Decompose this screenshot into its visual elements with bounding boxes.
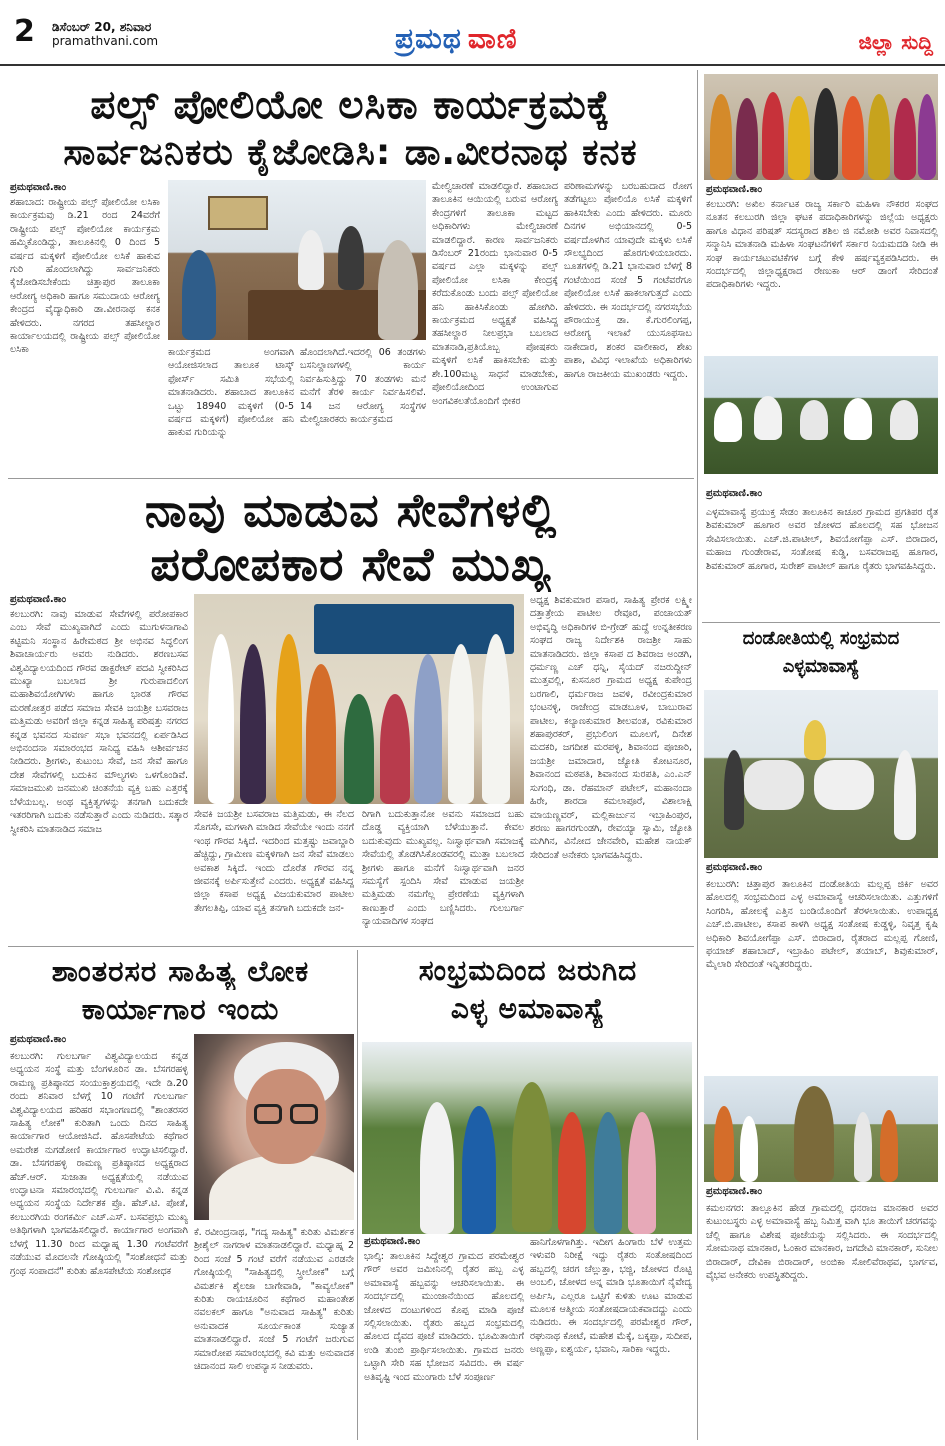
newspaper-logo <box>395 22 518 56</box>
story1-byline: ಪ್ರಮಥವಾಣಿ.ಕಾಂ <box>10 182 67 193</box>
person <box>788 96 810 180</box>
right-brief2-text: ಎಳ್ಳಮಾವಾಸ್ಯೆ ಪ್ರಯುಕ್ತ ಸೇಡಂ ತಾಲೂಕಿನ ಕಾಚೂರ ಗ್ರಾಮದ ಪ್ರಗತಿಪರ ರೈತ ಶಿವಕುಮಾರ್ ಹೂಗಾರ ಅವರ ಜೋಳದ ಹೊಲದಲ್ಲಿ ಸಹ ಭೋಜನ ಸೇವಿಸಲಾಯಿತು. ಎಚ್.ಜಿ.ಪಾಟೀಲ್, ಶಿವಯೋಗೆಪ್ಪಾ ಎಸ್. ಬಿರಾದಾರ, ಮಹಾಜ ಗುಂಡೇರಾವ, ಸಂತೋಷ ಕುಡ್ಡಿ, ಬಸವರಾಜಪ್ಪ ಹೂಗಾರ, ಶಿವಕುಮಾರ್ ಹೂಗಾರ, ಸುರೇಶ್ ಪಾಟೀಲ್ ಹಾಗೂ ರೈತರು ಭಾಗವಹಿಸಿದ್ದರು. <box>706 507 938 572</box>
story2-headline-line2: ಪರೋಪಕಾರ ಸೇವೆ ಮುಖ್ಯ <box>150 537 552 591</box>
story1-headline-line1: ಪಲ್ಸ್ ಪೋಲಿಯೋ ಲಸಿಕಾ ಕಾರ್ಯಕ್ರಮಕ್ಕೆ <box>90 83 611 128</box>
right-box-headline-line2: ಎಳ್ಳಮಾವಾಸ್ಯೆ <box>782 656 860 677</box>
portrait-glasses <box>290 1104 318 1124</box>
crop-stack <box>794 1086 834 1182</box>
story2-photo-felicitation <box>194 594 524 804</box>
story1-column-5: ಪರಿಣಾಮಗಳನ್ನು ಬರಬಹುದಾದ ರೋಗ ತಡೆಗಟ್ಟಲು ಪೋಲಿಯೊ ಲಸಿಕೆ ಮಕ್ಕಳಿಗೆ ಹಾಕಿಸಬೇಕು ಎಂದು ಹೇಳಿದರು. ಮೂರು ದಿನಗಳ ಅಭಿಯಾನದಲ್ಲಿ 0-5 ವರ್ಷದೊಳಗಿನ ಯಾವುದೇ ಮಕ್ಕಳು ಲಸಿಕೆ ಸೌಲಭ್ಯದಿಂದ ಹೊರಗುಳಿಯಬಾರದು. ಬೂತಗಳಲ್ಲಿ ಡಿ.21 ಭಾನುವಾರ ಬೆಳಗ್ಗೆ 8 ಗಂಟೆಯಿಂದ ಸಂಜೆ 5 ಗಂಟೆವರೆಗೂ ಪೋಲಿಯೋ ಲಸಿಕೆ ಹಾಕಲಾಗುತ್ತದೆ ಎಂದು ಹೇಳಿದರು. ಈ ಸಂದರ್ಭದಲ್ಲಿ ನಗರಸಭೆಯ ಪೌರಾಯುಕ್ತ ಡಾ. ಕೆ.ಗುರಲಿಂಗಪ್ಪ, ಆರೋಗ್ಯ ಇಲಾಖೆ ಯುಸೂಫಸಾಬ ನಾಕೇದಾರ, ಶಂಕರ ವಾಲೀಕಾರ, ಶೇಖ ಪಾಶಾ, ವಿವಿಧ ಇಲಾಖೆಯ ಅಧಿಕಾರಿಗಳು ಹಾಗೂ ರಾಜಕೀಯ ಮುಖಂಡರು ಇದ್ದರು. <box>564 181 692 380</box>
story3-column-2: ಕೆ. ರವೀಂದ್ರನಾಥ, "ಗದ್ಯ ಸಾಹಿತ್ಯ" ಕುರಿತು ವಿಮರ್ಶಕ ಶ್ರೀಶೈಲ್ ನಾಗರಾಳ ಮಾತನಾಡಲಿದ್ದಾರೆ. ಮಧ್ಯಾಹ್ನ 2 ರಿಂದ ಸಂಜೆ 5 ಗಂಟೆ ವರೆಗೆ ನಡೆಯುವ ಎರಡನೇ ಗೋಷ್ಠಿಯಲ್ಲಿ "ಸಾಹಿತ್ಯದಲ್ಲಿ ಸ್ತ್ರೀಲೋಕ" ಬಗ್ಗೆ ವಿಮರ್ಶಕಿ ಶೈಲಜಾ ಬಾಗೇವಾಡಿ, "ಕಾವ್ಯಲೋಕ" ಕುರಿತು ರಾಯಚೂರಿನ ಕಥೆಗಾರ ಮಹಾಂತೇಶ ನವಲಕಲ್ ಹಾಗೂ "ಅನುವಾದ ಸಾಹಿತ್ಯ" ಕುರಿತು ಅನುವಾದಕ ಸೂರ್ಯಕಾಂತ ಸುಜ್ಯಾತ ಮಾತನಾಡಲಿದ್ದಾರೆ. ಸಂಜೆ 5 ಗಂಟೆಗೆ ಜರುಗುವ ಸಮಾರೋಪ ಸಮಾರಂಭದಲ್ಲಿ ಕವಿ ಮತ್ತು ಅನುವಾದಕ ಚಿದಾನಂದ ಸಾಲಿ ಉಪನ್ಯಾಸ ನೀಡುವರು. <box>194 1227 354 1373</box>
story3-headline-line1: ಶಾಂತರಸರ ಸಾಹಿತ್ಯ ಲೋಕ <box>51 954 310 988</box>
person <box>448 644 474 804</box>
column-divider <box>357 950 358 1440</box>
ox <box>744 760 804 810</box>
person <box>854 1112 872 1182</box>
right-brief3-byline: ಪ್ರಮಥವಾಣಿ.ಕಾಂ <box>706 862 763 873</box>
story-divider <box>8 478 694 479</box>
story3-column-1: ಕಲಬುರಗಿ: ಗುಲಬರ್ಗಾ ವಿಶ್ವವಿದ್ಯಾಲಯದ ಕನ್ನಡ ಅಧ್ಯಯನ ಸಂಸ್ಥೆ ಮತ್ತು ಬೆಂಗಳೂರಿನ ಡಾ. ಬೆಸಗರಹಳ್ಳಿ ರಾಮಣ್ಣ ಪ್ರತಿಷ್ಠಾನದ ಸಂಯುಕ್ತಾಶ್ರಯದಲ್ಲಿ ಇದೇ ಡಿ.20 ರಂದು ಶನಿವಾರ ಬೆಳಗ್ಗೆ 10 ಗಂಟೆಗೆ ಗುಲಬರ್ಗಾ ವಿಶ್ವವಿದ್ಯಾಲಯದ ಹರಿಹರ ಸಭಾಂಗಣದಲ್ಲಿ "ಶಾಂತರಸರ ಸಾಹಿತ್ಯ ಲೋಕ" ಕುರಿತಾಗಿ ಒಂದು ದಿನದ ಸಾಹಿತ್ಯ ಕಾರ್ಯಾಗಾರ ಆಯೋಜಿಸಿದೆ. ಹೊಸಪೇಟೆಯ ಕಥೆಗಾರ ಅಮರೇಶ ನುಗಡೋಣಿ ಕಾರ್ಯಾಗಾರ ಉದ್ಘಾಟಿಸಲಿದ್ದಾರೆ. ಡಾ. ಬೆಸಗರಹಳ್ಳಿ ರಾಮಣ್ಣ ಪ್ರತಿಷ್ಠಾನದ ಅಧ್ಯಕ್ಷರಾದ ಹೆಚ್.ಆರ್. ಸುಜಾತಾ ಅಧ್ಯಕ್ಷತೆಯಲ್ಲಿ ನಡೆಯುವ ಉದ್ಘಾಟನಾ ಸಮಾರಂಭದಲ್ಲಿ ಗುಲಬರ್ಗಾ ವಿ.ವಿ. ಕನ್ನಡ ಅಧ್ಯಯನ ಸಂಸ್ಥೆಯ ನಿರ್ದೇಶಕ ಪ್ರೊ. ಹೆಚ್.ಟಿ. ಪೋತೆ, ಕಲಬುರಗಿಯ ರಂಗಕರ್ಮಿ ಎಚ್.ಎಸ್. ಬಸವಪ್ರಭು ಮುಖ್ಯ ಅತಿಥಿಗಳಾಗಿ ಭಾಗವಹಿಸಲಿದ್ದಾರೆ. ಕಾರ್ಯಾಗಾರ ಅಂಗವಾಗಿ ಬೆಳಗ್ಗೆ 11.30 ರಿಂದ ಮಧ್ಯಾಹ್ನ 1.30 ಗಂಟೆವರೆಗೆ ನಡೆಯುವ ಮೊದಲನೇ ಗೋಷ್ಠಿಯಲ್ಲಿ "ಸಂಶೋಧನೆ ಮತ್ತು ಗ್ರಂಥ ಸಂಪಾದನೆ" ಕುರಿತು ಹೊಸಪೇಟೆಯ ಸಂಶೋಧಕ <box>10 1051 188 1277</box>
person <box>740 1116 758 1182</box>
dateline <box>52 20 158 48</box>
person <box>714 1106 734 1182</box>
story2-column-3: ರಿಗಾಗಿ ಬದುಕುತ್ತಾನೋ ಅವನು ಸಮಾಜದ ಬಹು ದೊಡ್ಡ ವ್ಯಕ್ತಿಯಾಗಿ ಬೆಳೆಯುತ್ತಾನೆ. ಕೇವಲ ಬದುಕುವುದು ಮುಖ್ಯವಲ್ಲ. ನಿಃಸ್ವಾರ್ಥವಾಗಿ ಸಮಾಜಕ್ಕೆ ಸೇವೆಯಲ್ಲಿ ತೊಡಗಿಸಿಕೊಂಡವರಲ್ಲಿ ಮುತ್ತಾ ಬಬಲಾದ ಶ್ರೀಗಳು ಹಾಗೂ ಮನೆಗೆ ನಿಃಸ್ವಾರ್ಥವಾಗಿ ಜನರ ಸಮಸ್ಯೆಗೆ ಸ್ಪಂದಿಸಿ ಸೇವೆ ಮಾಡುವ ಜಯಶ್ರೀ ಮತ್ತಿಮಡು ನಮಗೆಲ್ಲ ಪ್ರೇರಣೆಯ ವ್ಯಕ್ತಿಗಳಾಗಿ ಕಾಣುತ್ತಾರೆ ಎಂದು ಬಣ್ಣಿಸಿದರು. ಗುಲಬರ್ಗಾ ನ್ಯಾಯವಾದಿಗಳ ಸಂಘದ <box>362 809 524 928</box>
page-number: 2 <box>14 14 35 49</box>
person <box>306 664 336 804</box>
person <box>724 750 744 830</box>
right-brief3-text: ಕಲಬುರಗಿ: ಚಿತ್ತಾಪುರ ತಾಲೂಕಿನ ದಂಡೋತಿಯ ಮಲ್ಲಪ್ಪ ಜಿರ್ಕಿ ಅವರ ಹೊಲದಲ್ಲಿ ಸಂಭ್ರಮದಿಂದ ಎಳ್ಳ ಅಮಾವಾಸ್ಯೆ ಆಚರಿಸಲಾಯಿತು. ಎತ್ತುಗಳಿಗೆ ಸಿಂಗರಿಸಿ, ಹೋಲಕ್ಕೆ ಎತ್ತಿನ ಬಂಡಿಯೊಂದಿಗೆ ತೆರಳಲಾಯಿತು. ಉಪಾಧ್ಯಕ್ಷ ಎಚ್.ಬಿ.ಪಾಟೀಲ, ಕಸಾಪ ಕಾಳಗಿ ಅಧ್ಯಕ್ಷ ಸಂತೋಷ ಕುಡ್ಡಳ್ಳಿ, ನಿವೃತ್ತ ಕೃಷಿ ಅಧಿಕಾರಿ ಶಿವಯೋಗೆಪ್ಪಾ ಎಸ್. ಬಿರಾದಾರ, ರೈತರಾದ ಮಲ್ಲಪ್ಪ ಗೋಣಿ, ಫಯಾಜ್ ಶಹಾಬಾದ್, ಇಬ್ರಾಹಿಂ ಪಟೇಲ್, ತಯಾಬ್, ಶಿವುಕುಮಾರ್, ಮೈಲಾರಿ ಸೇರಿದಂತೆ ಇನ್ನಿತರರಿದ್ದರು. <box>706 879 938 971</box>
story2-column-1: ಕಲಬುರಗಿ: ನಾವು ಮಾಡುವ ಸೇವೆಗಳಲ್ಲಿ ಪರೋಪಕಾರ ಎಂಬ ಸೇವೆ ಮುಖ್ಯವಾಗಿದೆ ಎಂದು ಮುಗುಳನಾಗಾವಿ ಕಟ್ಟಿಮನಿ ಸಂಸ್ಥಾನ ಹಿರೇಮಠದ ಶ್ರೀ ಅಭಿನವ ಸಿದ್ಧಲಿಂಗ ಶಿವಾಚಾರ್ಯರು ಅವರು ನುಡಿದರು. ಶರಣಬಸವ ವಿಶ್ವವಿದ್ಯಾಲಯದಿಂದ ಗೌರವ ಡಾಕ್ಟರೇಟ್ ಪದವಿ ಸ್ವೀಕರಿಸಿದ ಮುಖ್ಯಾ ಬಬಲಾದ ಶ್ರೀ ಗುರುಪಾದಲಿಂಗ ಮಹಾಶಿವಯೋಗಿಗಳು ಹಾಗೂ ಭಾರತ ಗೌರವ ಮರಣೋತ್ತರ ಪಡೆದ ಸಮಾಜ ಸೇವಕಿ ಜಯಶ್ರೀ ಬಸವರಾಜ ಮತ್ತಿಮಡು ಅವರಿಗೆ ಜಿಲ್ಲಾ ಕನ್ನಡ ಸಾಹಿತ್ಯ ಪರಿಷತ್ತು ನಗರದ ಕನ್ನಡ ಭವನದ ಸುವರ್ಣ ಸಭಾ ಭವನದಲ್ಲಿ ಏರ್ಪಡಿಸಿದ ಅಭಿನಂದನಾ ಸಮಾರಂಭದ ಸಾನಿಧ್ಯ ವಹಿಸಿ ಆಶೀರ್ವಚನ ನೀಡಿದರು. ಶ್ರೀಗಳು, ಕುಟುಂಬ ಸೇವೆ, ಜನ ಸೇವೆ ಹಾಗೂ ದೇಶ ಸೇವೆಗಳಲ್ಲಿ ಬದುಕಿನ ಮೌಲ್ಯಗಳು ಒಳಗೊಂಡಿವೆ. ಸಮಾಜಮುಖಿ ಜನಮುಖಿ ಚಿಂತನೆಯ ವ್ಯಕ್ತಿ ಬಹು ಎತ್ತರಕ್ಕೆ ಬೆಳೆಯಬಲ್ಲ. ಅಂಥ ವ್ಯಕ್ತಿತ್ವಗಳನ್ನು ತನಗಾಗಿ ಬದುಕದೇ ಇತರರಿಗಾಗಿ ಬದುಕು ನಡೆಸುತ್ತಾರೆ ಎಂದು ನುಡಿದರು. ಸತ್ಕಾರ ಸ್ವೀಕರಿಸಿ ಮಾತನಾಡಿದ ಸಮಾಜ <box>10 609 188 835</box>
website-link[interactable]: pramathvani.com <box>52 34 159 48</box>
right-photo-oxen-cart <box>704 690 938 858</box>
right-brief1-byline: ಪ್ರಮಥವಾಣಿ.ಕಾಂ <box>706 184 763 195</box>
right-photo-felicitation <box>704 74 938 180</box>
story3-byline: ಪ್ರಮಥವಾಣಿ.ಕಾಂ <box>10 1034 67 1045</box>
logo-part-1: ಪ್ರಮಥ <box>395 22 462 55</box>
column-divider <box>697 70 698 1440</box>
story1-headline-line2: ಸಾರ್ವಜನಿಕರು ಕೈಜೋಡಿಸಿ: ಡಾ.ವೀರನಾಥ ಕನಕ <box>63 132 638 173</box>
right-box-headline-line1: ದಂಡೋತಿಯಲ್ಲಿ ಸಂಭ್ರಮದ <box>742 628 900 649</box>
person <box>894 750 916 840</box>
right-brief4-byline: ಪ್ರಮಥವಾಣಿ.ಕಾಂ <box>706 1186 763 1197</box>
masthead <box>0 0 945 64</box>
box-divider <box>702 622 940 623</box>
person <box>420 1102 454 1234</box>
story4-column-2: ಹಾನಿಗೊಳಗಾಗಿತ್ತು. ಇದೀಗ ಹಿಂಗಾರು ಬೆಳೆ ಉತ್ತಮ ಇಳುವರಿ ನಿರೀಕ್ಷೆ ಇದ್ದು ರೈತರು ಸಂತೋಷದಿಂದ ಹಬ್ಬದಲ್ಲಿ ಚರಗ ಚೆಲ್ಲುತ್ತಾ, ಭಜ್ಜಿ, ಜೋಳದ ರೊಟ್ಟಿ ಅಂಬಲಿ, ಚೋಳದ ಅನ್ನ ಮಾಡಿ ಭೂತಾಯಿಗೆ ನೈವೇದ್ಯ ಅರ್ಪಿಸಿ, ಎಲ್ಲರೂ ಒಟ್ಟಿಗೆ ಕುಳಿತು ಊಟ ಮಾಡುವ ಮೂಲಕ ಆತ್ಮೀಯ ಸಂತೋಷದಾಯಕವಾದದ್ದು ಎಂದು ನುಡಿದರು. ಈ ಸಂದರ್ಭದಲ್ಲಿ ಪರಮೇಶ್ವರ ಗೌರ್, ರಘುನಾಥ ಕೋಟೆ, ಮಹೇಶ ಮೆಕ್ಕೆ, ಬಕ್ಕಪ್ಪಾ, ಸುದೀಪ, ಅಣ್ಣಪ್ಪಾ, ಐಶ್ವರ್ಯ, ಭವಾನಿ, ಸಾರಿಕಾ ಇದ್ದರು. <box>530 1237 692 1356</box>
stage-banner <box>314 604 514 654</box>
story2-column-4: ಅಧ್ಯಕ್ಷ ಶಿವಕುಮಾರ ಪಸಾರ, ಸಾಹಿತ್ಯ ಪ್ರೇರಕ ಲಕ್ಷ್ಮೀ ದತ್ತಾತ್ರೇಯ ಪಾಟೀಲ ರೇವೂರ, ಪಂಚಾಯತ್ ಅಭಿವೃದ್ಧಿ ಅಧಿಕಾರಿಗಳ ಬಿ-ಗ್ರೇಡ್ ಹುದ್ದೆ ಉನ್ನತೀಕರಣ ಸಂಘದ ರಾಜ್ಯ ನಿರ್ದೇಶಕಿ ರಾಜಶ್ರೀ ಸಾಹು ಮಾತನಾಡಿದರು. ಜಿಲ್ಲಾ ಕಸಾಪ ದ ಶಿವರಾಜ ಅಂಡಗಿ, ಧರ್ಮಣ್ಣ ಎಚ್ ಧನ್ನಿ, ಸೈಯದ್ ನಜರುದ್ದೀನ್ ಮುತ್ತವಲ್ಲಿ, ಕುಸನೂರ ಗ್ರಾಮದ ಅಧ್ಯಕ್ಷ ಕುಪೇಂದ್ರ ಬರಗಾಲಿ, ಧರ್ಮರಾಜ ಜವಳಿ, ರವೀಂದ್ರಕುಮಾರ ಭಂಟನಳ್ಳಿ, ರಾಜೇಂದ್ರ ಮಾಡಬೂಳ, ಬಾಬುರಾವ ಪಾಟೀಲ, ಕಲ್ಯಾಣಕುಮಾರ ಶೀಲವಂತ, ರವಿಕುಮಾರ ಶಹಾಪುರಕರ್, ಪ್ರಭುಲಿಂಗ ಮೂಲಗೆ, ದಿನೇಶ ಮದಕರಿ, ಜಗದೀಶ ಮರಪಳ್ಳಿ, ಶಿವಾನಂದ ಪೂಜಾರಿ, ಜಯಶ್ರೀ ಜಮಾದಾರ, ಜ್ಯೋತಿ ಕೋಟನೂರ, ಶಿವಾನಂದ ಮಠಪತಿ, ಶಿವಾನಂದ ಸುರಪತಿ, ಎಂ.ಎನ್ ಸುಗಂಧಿ, ಡಾ. ರೆಹಮಾನ್ ಪಟೇಲ್, ಮಹಾನಂದಾ ಹಿರೇ, ಶಾರದಾ ಕಮಲಾಪೂರೆ, ವಿಶಾಲಾಕ್ಷಿ ಮಾಯಣ್ಣವರ್, ಮಲ್ಲಿಕಾರ್ಜುನ ಇಬ್ರಾಹಿಂಪುರ, ಶರಣು ಹಾಗರಗುಂಡಗಿ, ರೇವಯ್ಯಾ ಸ್ವಾಮಿ, ಜ್ಯೋತಿ ಮಗಿಗಿನ, ವಿನೋದ ಜೇನವೇರಿ, ಮಹೇಶ ನಾಯಕ್ ಸೇರಿದಂತೆ ಅನೇಕರು ಭಾಗವಹಿಸಿದ್ದರು. <box>530 595 692 861</box>
story1-column-3: ಹೊಂದಲಾಗಿದೆ.ಇದರಲ್ಲಿ 06 ತಂಡಗಳು ಬಸನಿಲ್ದಾಣಗಳಲ್ಲಿ ಕಾರ್ಯ ನಿರ್ವಹಿಸುತ್ತಿದ್ದು 70 ತಂಡಗಳು ಮನೆ ಮನೆಗೆ ತೆರಳಿ ಕಾರ್ಯ ನಿರ್ವಹಿಸಲಿವೆ. 14 ಜನ ಆರೋಗ್ಯ ಸಂಸ್ಥೆಗಳ ಮೇಲ್ವಿಚಾರಕರು ಕಾರ್ಯಕ್ರಮದ <box>300 347 426 426</box>
person <box>182 250 216 340</box>
logo-part-2: ವಾಣಿ <box>467 22 518 55</box>
issue-date: ಡಿಸೆಂಬರ್ 20, ಶನಿವಾರ <box>52 20 152 34</box>
person <box>736 98 758 180</box>
story1-column-2: ಕಾರ್ಯಕ್ರಮದ ಅಂಗವಾಗಿ ಆಯೋಜಿಸಲಾದ ತಾಲೂಕ ಟಾಸ್ಕ್ ಫೋರ್ಸ್ ಸಮಿತಿ ಸಭೆಯಲ್ಲಿ ಮಾತನಾಡಿದರು. ಶಹಾಬಾದ ತಾಲೂಕಿನ ಒಟ್ಟು 18940 ಮಕ್ಕಳಿಗೆ (0-5 ವರ್ಷದ ಮಕ್ಕಳಿಗೆ) ಪೋಲಿಯೋ ಹನಿ ಹಾಕುವ ಗುರಿಯನ್ನು <box>168 347 294 439</box>
person <box>842 96 864 180</box>
person <box>344 694 374 804</box>
person <box>338 226 364 290</box>
story4-headline-line1: ಸಂಭ್ರಮದಿಂದ ಜರುಗಿದ <box>418 954 638 987</box>
story4-column-1: ಭಾಲ್ಕಿ: ತಾಲೂಕಿನ ಸಿದ್ದೇಶ್ವರ ಗ್ರಾಮದ ಪರಮೇಶ್ವರ ಗೌರ್ ಅವರ ಜಮೀನಿನಲ್ಲಿ ರೈತರ ಹಬ್ಬ ಎಳ್ಳ ಅಮಾವಾಸ್ಯೆ ಹಬ್ಬವನ್ನು ಆಚರಿಸಲಾಯಿತು. ಈ ಸಂದರ್ಭದಲ್ಲಿ ಮುಂಜಾನೆಯಿಂದ ಹೊಲದಲ್ಲಿ ಜೋಳದ ದಂಟುಗಳಿಂದ ಕೊಪ್ಪ ಮಾಡಿ ಪೂಜೆ ಸಲ್ಲಿಸಲಾಯಿತು. ರೈತರು ಹಬ್ಬದ ಸಂಭ್ರಮದಲ್ಲಿ ಹೊಲದ ದೈವದ ಪೂಜೆ ಮಾಡಿದರು. ಭೂಮಿತಾಯಿಗೆ ಉಡಿ ತುಂಬಿ ಪ್ರಾರ್ಥಿಸಲಾಯಿತು. ಗ್ರಾಮದ ಜನರು ಒಟ್ಟಾಗಿ ಸೇರಿ ಸಹ ಭೋಜನ ಸವಿದರು. ಈ ವರ್ಷ ಅತಿವೃಷ್ಟಿ ಇಂದ ಮುಂಗಾರು ಬೆಳೆ ಸಂಪೂರ್ಣ <box>364 1251 524 1383</box>
wall-frame <box>208 196 268 230</box>
story1-column-1: ಶಹಾಬಾದ: ರಾಷ್ಟ್ರೀಯ ಪಲ್ಸ್ ಪೋಲಿಯೋ ಲಸಿಕಾ ಕಾರ್ಯಕ್ರಮವು ಡಿ.21 ರಂದ 24ವರೆಗೆ ರಾಷ್ಟ್ರೀಯ ಪಲ್ಸ್ ಪೋಲಿಯೋ ಕಾರ್ಯಕ್ರಮ ಹಮ್ಮಿಕೊಂಡಿದ್ದು, ತಾಲೂಕಿನಲ್ಲಿ 0 ದಿಂದ 5 ವರ್ಷದ ಮಕ್ಕಳಿಗೆ ಪೋಲಿಯೋ ಲಸಿಕೆ ಹಾಕುವ ಗುರಿ ಹೊಂದಲಾಗಿದ್ದು ಸಾರ್ವಜನಿಕರು ಕೈಜೋಡಿಸಬೇಕೆಂದು ಚಿತ್ತಾಪುರ ತಾಲೂಕಾ ಆರೋಗ್ಯ ಅಧಿಕಾರಿ ಹಾಗೂ ಸಮುದಾಯ ಆರೋಗ್ಯ ಕೇಂದ್ರದ ವೈದ್ಯಾಧಿಕಾರಿ ಡಾ.ವೀರನಾಥ ಕನಕ ಹೇಳಿದರು. ನಗರದ ತಹಸೀಲ್ದಾರ ಕಾರ್ಯಾಲಯದಲ್ಲಿ ರಾಷ್ಟ್ರೀಯ ಪಲ್ಸ್ ಪೋಲಿಯೋ ಲಸಿಕಾ <box>10 197 160 356</box>
person <box>844 398 872 440</box>
person <box>414 654 442 804</box>
right-photo-pooja <box>704 1076 938 1182</box>
story3-portrait-photo <box>194 1034 354 1220</box>
portrait-glasses <box>254 1104 282 1124</box>
person <box>276 634 302 804</box>
story1-photo-meeting <box>168 180 426 340</box>
person <box>594 1112 622 1234</box>
story4-byline: ಪ್ರಮಥವಾಣಿ.ಕಾಂ <box>364 1236 421 1247</box>
person <box>800 400 828 440</box>
right-brief2-byline: ಪ್ರಮಥವಾಣಿ.ಕಾಂ <box>706 488 763 499</box>
person <box>714 402 742 442</box>
story2-byline: ಪ್ರಮಥವಾಣಿ.ಕಾಂ <box>10 594 67 605</box>
story3-headline-line2: ಕಾರ್ಯಾಗಾರ ಇಂದು <box>81 992 280 1026</box>
person <box>868 94 890 180</box>
person <box>762 92 784 180</box>
person <box>240 644 266 804</box>
masthead-rule <box>0 64 945 66</box>
person <box>890 400 918 440</box>
person <box>804 720 826 760</box>
story4-headline-line2: ಎಳ್ಳ ಅಮಾವಾಸ್ಯೆ <box>450 992 606 1025</box>
person <box>628 1112 656 1234</box>
person <box>880 1110 898 1182</box>
person <box>754 396 782 440</box>
person <box>814 88 838 180</box>
person <box>558 1112 586 1234</box>
ox <box>814 760 874 810</box>
story1-column-4: ಮೇಲ್ವಿಚಾರಣೆ ಮಾಡಲಿದ್ದಾರೆ. ಶಹಾಬಾದ ತಾಲೂಕಿನ ಆಯಿಯಲ್ಲಿ ಬರುವ ಆರೋಗ್ಯ ಕೇಂದ್ರಗಳಿಗೆ ತಾಲೂಕಾ ಮಟ್ಟದ ಅಧಿಕಾರಿಗಳು ಮೇಲ್ವಿಚಾರಣೆ ಮಾಡಲಿದ್ದಾರೆ. ಕಾರಣ ಸಾರ್ವಜನಿಕರು ಡಿಸೆಂಬರ್ 21ರಂದು ಭಾನುವಾರ 0-5 ವರ್ಷದ ಎಲ್ಲಾ ಮಕ್ಕಳನ್ನು ಪಲ್ಸ್ ಪೋಲಿಯೋ ಲಸಿಕಾ ಕೇಂದ್ರಕ್ಕೆ ಕರೆದುಕೊಂಡು ಬಂದು ಪಲ್ಸ್ ಪೋಲಿಯೋ ಹನಿ ಹಾಕಿಸಿಕೊಂಡು ಹೋಗಿರಿ. ಕಾರ್ಯಕ್ರಮದ ಅಧ್ಯಕ್ಷತೆ ವಹಿಸಿದ್ದ ತಹಸೀಲ್ದಾರ ನೀಲಪ್ರಭಾ ಬಬಲಾದ ಮಾತನಾಡಿ,ಪ್ರತಿಯೊಬ್ಬ ಪೋಷಕರು ಮಕ್ಕಳಿಗೆ ಲಸಿಕೆ ಹಾಕಿಸಬೇಕು ಮತ್ತು ಶೇ.100ಮಟ್ಟ ಸಾಧನೆ ಮಾಡಬೇಕು, ಪೋಲಿಯೋದಿಂದ ಉಂಟಾಗುವ ಅಂಗವಿಕಲತೆಯೊಂದಿಗೆ ಭೀಕರ <box>432 181 558 407</box>
story2-column-2: ಸೇವಕಿ ಜಯಶ್ರೀ ಬಸವರಾಜ ಮತ್ತಿಮಡು, ಈ ನೆಲದ ಸೊಗಸೇ, ಮಗಳಾಗಿ ಮಾಡಿದ ಸೇವೆಯೇ ಇಂದು ನನಗೆ ಇಂಥ ಗೌರವ ಸಿಕ್ಕಿದೆ. ಇದರಿಂದ ಮತ್ತಷ್ಟು ಜವಾಬ್ದಾರಿ ಹೆಚ್ಚಿದ್ದು, ಗ್ರಾಮೀಣ ಮಕ್ಕಳಿಗಾಗಿ ಜನ ಸೇವೆ ಮಾಡಲು ಅವಕಾಶ ಸಿಕ್ಕಿದೆ. ಇಂದು ದೊರೆತ ಗೌರವ ನನ್ನ ಜೀವನಕ್ಕೆ ಅರ್ಪಿಸುತ್ತೇನೆ ಎಂದರು. ಅಧ್ಯಕ್ಷತೆ ವಹಿಸಿದ್ದ ಜಿಲ್ಲಾ ಕಸಾಪ ಅಧ್ಯಕ್ಷ ವಿಜಯಕುಮಾರ ಪಾಟೀಲ ತೇಗಲತಿಪ್ಪಿ, ಯಾವ ವ್ಯಕ್ತಿ ತನಗಾಗಿ ಬದುಕದೇ ಜನ- <box>194 809 354 914</box>
person <box>462 1106 496 1234</box>
person <box>378 240 418 340</box>
person <box>380 694 410 804</box>
person <box>512 1082 552 1232</box>
story2-headline-line1: ನಾವು ಮಾಡುವ ಸೇವೆಗಳಲ್ಲಿ <box>144 483 558 537</box>
person <box>710 94 732 180</box>
story-divider <box>8 946 694 947</box>
person <box>482 634 510 804</box>
right-photo-community-meal <box>704 356 938 474</box>
person <box>894 98 916 180</box>
person <box>918 94 936 180</box>
right-brief1-text: ಕಲಬುರಗಿ: ಅಖಿಲ ಕರ್ನಾಟಕ ರಾಜ್ಯ ಸರ್ಕಾರಿ ಮಹಿಳಾ ನೌಕರರ ಸಂಘದ ನೂತನ ಕಲಬುರಗಿ ಜಿಲ್ಲಾ ಘಟಕ ಪದಾಧಿಕಾರಿಗಳನ್ನು ಜಿಲ್ಲೆಯ ಅಧ್ಯಕ್ಷರು ಹಾಗೂ ವಿಧಾನ ಪರಿಷತ್ ಸದಸ್ಯರಾದ ಶಶಿಲ ಜಿ ನಮೋಶಿ ಅವರ ನಿವಾಸದಲ್ಲಿ ಸನ್ಮಾನಿಸಿ ಮಾತನಾಡಿ ಮಹಿಳಾ ಸಂಘಟನೆಗಳಿಗೆ ಸರ್ಕಾರ ನಿಯಮದಡಿ ನೀಡಿ ಈ ಸಂಘ ಕಾರ್ಯಚಟುವಟಿಕೆಗಳ ಬಗ್ಗೆ ಕೇಳಿ ಹರ್ಷವ್ಯಕ್ತಪಡಿಸಿದರು. ಈ ಸಂದರ್ಭದಲ್ಲಿ ಜಿಲ್ಲಾಧ್ಯಕ್ಷರಾದ ರೇಣುಕಾ ಆರ್ ಡಾಂಗೆ ಸೇರಿದಂತೆ ಪದಾಧಿಕಾರಿಗಳು ಇದ್ದರು. <box>706 199 938 291</box>
right-brief4-text: ಕಮಲನಗರ: ತಾಲ್ಲೂಕಿನ ಹೇಡ ಗ್ರಾಮದಲ್ಲಿ ಧನರಾಜ ಮಾನಕಾರ ಅವರ ಕುಟುಂಬಸ್ಥರು ಎಳ್ಳ ಅಮಾವಾಸ್ಯೆ ಹಬ್ಬ ನಿಮಿತ್ತ ವಾಗಿ ಭೂ ತಾಯಿಗೆ ಚರಗವನ್ನು ಚೆಲ್ಲಿ ಹಾಗೂ ವಿಶೇಷ ಪೂಜೆಯನ್ನು ಸಲ್ಲಿಸಿದರು. ಈ ಸಂದರ್ಭದಲ್ಲಿ ಸೋಮನಾಥ ಮಾನಕಾರ, ಓಂಕಾರ ಮಾನಕಾರ, ಜಗದೇವಿ ಮಾನಕಾರ್, ಸುನೀಲ ಬಿರಾದಾರ್, ದೇವಿಕಾ ಬಿರಾದಾರ್, ಅಂಬಿಕಾ ಸೋಲಿವೆರಾಥವ, ಭಾರ್ಗವ, ವೈಭವ ಅನೇಕರು ಉಪಸ್ಥಿತರಿದ್ದರು. <box>706 1203 938 1282</box>
person <box>208 634 234 804</box>
section-title: ಜಿಲ್ಲಾ ಸುದ್ದಿ <box>858 30 933 54</box>
story4-photo-field <box>362 1042 692 1234</box>
person <box>298 230 324 290</box>
